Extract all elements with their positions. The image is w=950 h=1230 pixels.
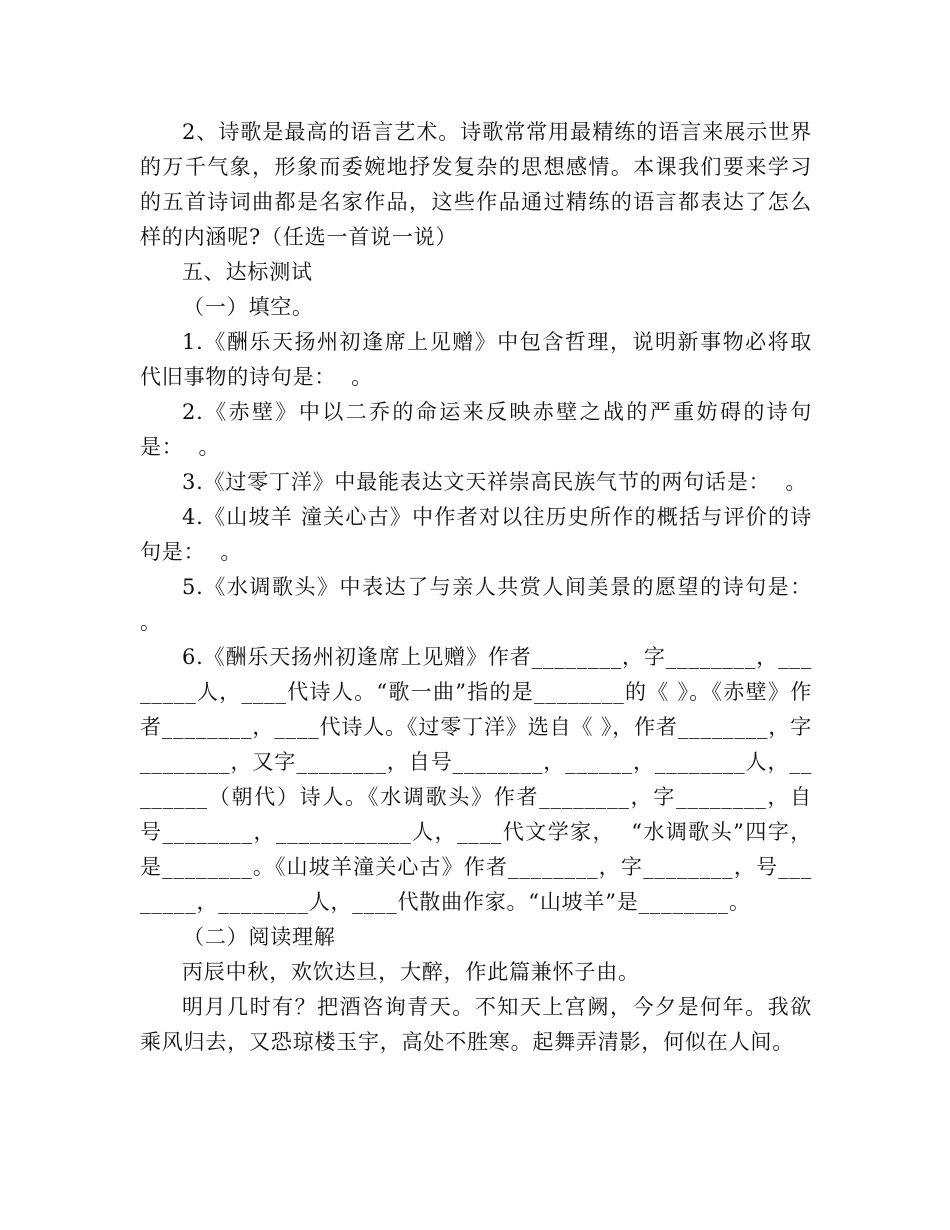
question-5: 5.《水调歌头》中表达了与亲人共赏人间美景的愿望的诗句是： 。 xyxy=(140,575,827,634)
section-heading-assessment: 五、达标测试 xyxy=(182,260,313,284)
question-6: 6.《酬乐天扬州初逢席上见赠》作者________，字________，________人，____代诗人。“歌一曲”指的是________的《 》。《赤壁》作者________，____代诗人。《过零丁洋》选自《 》，作者________，字________，又字________，自号________，______，________人，________（朝代）诗人。《水调歌头》作者________，字________，自号________，____________人，____代文学家， “水调歌头”四字，是________。《山坡羊潼关心古》作者________，字________，号________，________人，____代散曲作家。“山坡羊”是________。 xyxy=(140,645,812,914)
poem-preface: 丙辰中秋，欢饮达旦，大醉，作此篇兼怀子由。 xyxy=(182,960,640,984)
document-body xyxy=(140,115,827,1060)
question-1: 1.《酬乐天扬州初逢席上见赠》中包含哲理，说明新事物必将取代旧事物的诗句是： 。 xyxy=(140,330,812,389)
subsection-heading-reading: （二）阅读理解 xyxy=(183,925,336,949)
poem-body: 明月几时有？把酒咨询青天。不知天上宫阙，今夕是何年。我欲乘风归去，又恐琼楼玉宇，高处不胜寒。起舞弄清影，何似在人间。 xyxy=(140,995,812,1054)
question-2: 2.《赤壁》中以二乔的命运来反映赤壁之战的严重妨碍的诗句是： 。 xyxy=(140,400,812,459)
question-3: 3.《过零丁洋》中最能表达文天祥崇高民族气节的两句话是： 。 xyxy=(182,470,808,494)
subsection-heading-fill-in: （一）填空。 xyxy=(183,295,314,319)
question-4: 4.《山坡羊 潼关心古》中作者对以往历史所作的概括与评价的诗句是： 。 xyxy=(140,505,812,564)
intro-paragraph-2: 2、诗歌是最高的语言艺术。诗歌常常用最精练的语言来展示世界的万千气象，形象而委婉地抒发复杂的思想感情。本课我们要来学习的五首诗词曲都是名家作品，这些作品通过精练的语言都表达了怎么样的内涵呢?（任选一首说一说） xyxy=(140,120,812,249)
